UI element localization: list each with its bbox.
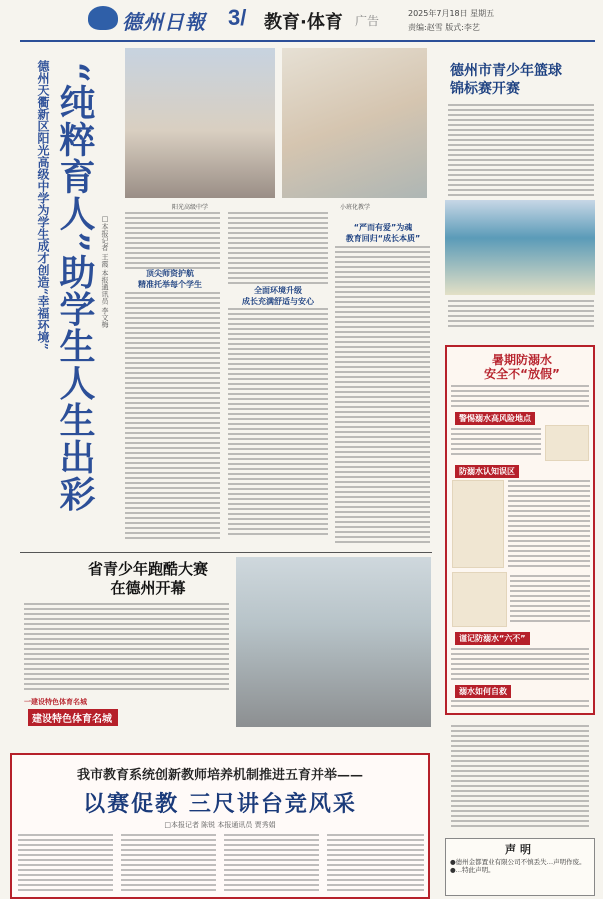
basketball-photo — [445, 200, 595, 295]
feature-byline: □本报记者 陈锐 本报通讯员 贾秀娟 — [164, 821, 276, 829]
safety-list-5 — [451, 700, 589, 710]
feature-body-col-2 — [121, 834, 216, 894]
lead-photo-1-caption: 阳光高级中学 — [172, 204, 209, 211]
safety-body-tail — [451, 725, 589, 830]
paper-name: 德州日報 — [122, 10, 206, 34]
safety-illustration-1 — [545, 425, 589, 461]
lead-subhead-2: “严而有爱”为魂 教育回归“成长本质” — [345, 223, 421, 243]
basketball-body — [448, 104, 594, 199]
lead-photo-class — [282, 48, 427, 198]
feature-title: 以赛促教 三尺讲台竞风采 — [83, 791, 357, 817]
lead-photo-school — [125, 48, 275, 198]
page-section: 教育·体育 — [264, 12, 343, 33]
safety-tag-3: 谨记防溺水“六不” — [455, 632, 530, 645]
lead-body-col-3 — [335, 246, 430, 546]
track-article-title: 省青少年跑酷大赛 在德州开幕 — [87, 560, 208, 597]
lead-title: “纯粹育人”助学生人生出彩 — [54, 62, 96, 513]
lead-body-col-1b — [125, 292, 220, 542]
feature-body-col-3 — [224, 834, 319, 894]
basketball-caption — [448, 300, 594, 330]
masthead-rule — [20, 40, 595, 42]
section-divider — [20, 552, 432, 553]
page-tag: 广告 — [355, 14, 380, 28]
safety-intro — [451, 385, 589, 410]
safety-list-2 — [508, 480, 590, 570]
page-editors: 责编:赵雪 版式:李艺 — [408, 23, 480, 32]
safety-list-4 — [451, 648, 589, 683]
masthead — [0, 0, 603, 40]
track-photo — [236, 557, 431, 727]
safety-tag-2: 防溺水认知误区 — [455, 465, 519, 478]
safety-list-1 — [451, 428, 541, 458]
newspaper-logo-icon — [88, 6, 118, 30]
safety-tag-4: 溺水如何自救 — [455, 685, 511, 698]
lead-body-col-2b — [228, 308, 328, 538]
notice-text: ●德州金都置业有限公司不慎丢失…声明作废。 ●…特此声明。 — [450, 858, 586, 874]
basketball-article-title: 德州市青少年篮球 锦标赛开赛 — [450, 63, 562, 97]
feature-kicker: 我市教育系统创新教师培养机制推进五育并举—— — [76, 768, 363, 783]
page-number: 3/ — [228, 5, 247, 30]
notice-title: 声明 — [505, 843, 535, 856]
track-sub-link: 一建设特色体育名城 — [24, 698, 87, 706]
safety-illustration-3 — [452, 572, 507, 627]
lead-photo-2-caption: 小班化教学 — [340, 204, 371, 211]
lead-byline: □本报记者 王霞 本报通讯员 李文梅 — [101, 215, 109, 328]
lead-subhead-1: 顶尖师资护航 精准托举每个学生 — [138, 269, 202, 289]
safety-list-3 — [510, 575, 590, 625]
safety-illustration-2 — [452, 480, 504, 568]
lead-body-col-2 — [228, 212, 328, 287]
feature-body-col-4 — [327, 834, 424, 894]
safety-tag-1: 警惕溺水高风险地点 — [455, 412, 535, 425]
page-date: 2025年7月18日 星期五 — [408, 9, 495, 18]
safety-title: 暑期防溺水 安全不“放假” — [484, 353, 560, 381]
lead-body-col-1 — [125, 212, 220, 272]
lead-subhead-3: 全面环境升级 成长充满舒适与安心 — [242, 286, 314, 306]
lead-subtitle: 德州天衢新区阳光高级中学为学生成才创造“幸福环境” — [36, 60, 50, 350]
build-city-label: 建设特色体育名城 — [28, 709, 118, 726]
feature-body-col-1 — [18, 834, 113, 894]
track-body — [24, 603, 229, 693]
